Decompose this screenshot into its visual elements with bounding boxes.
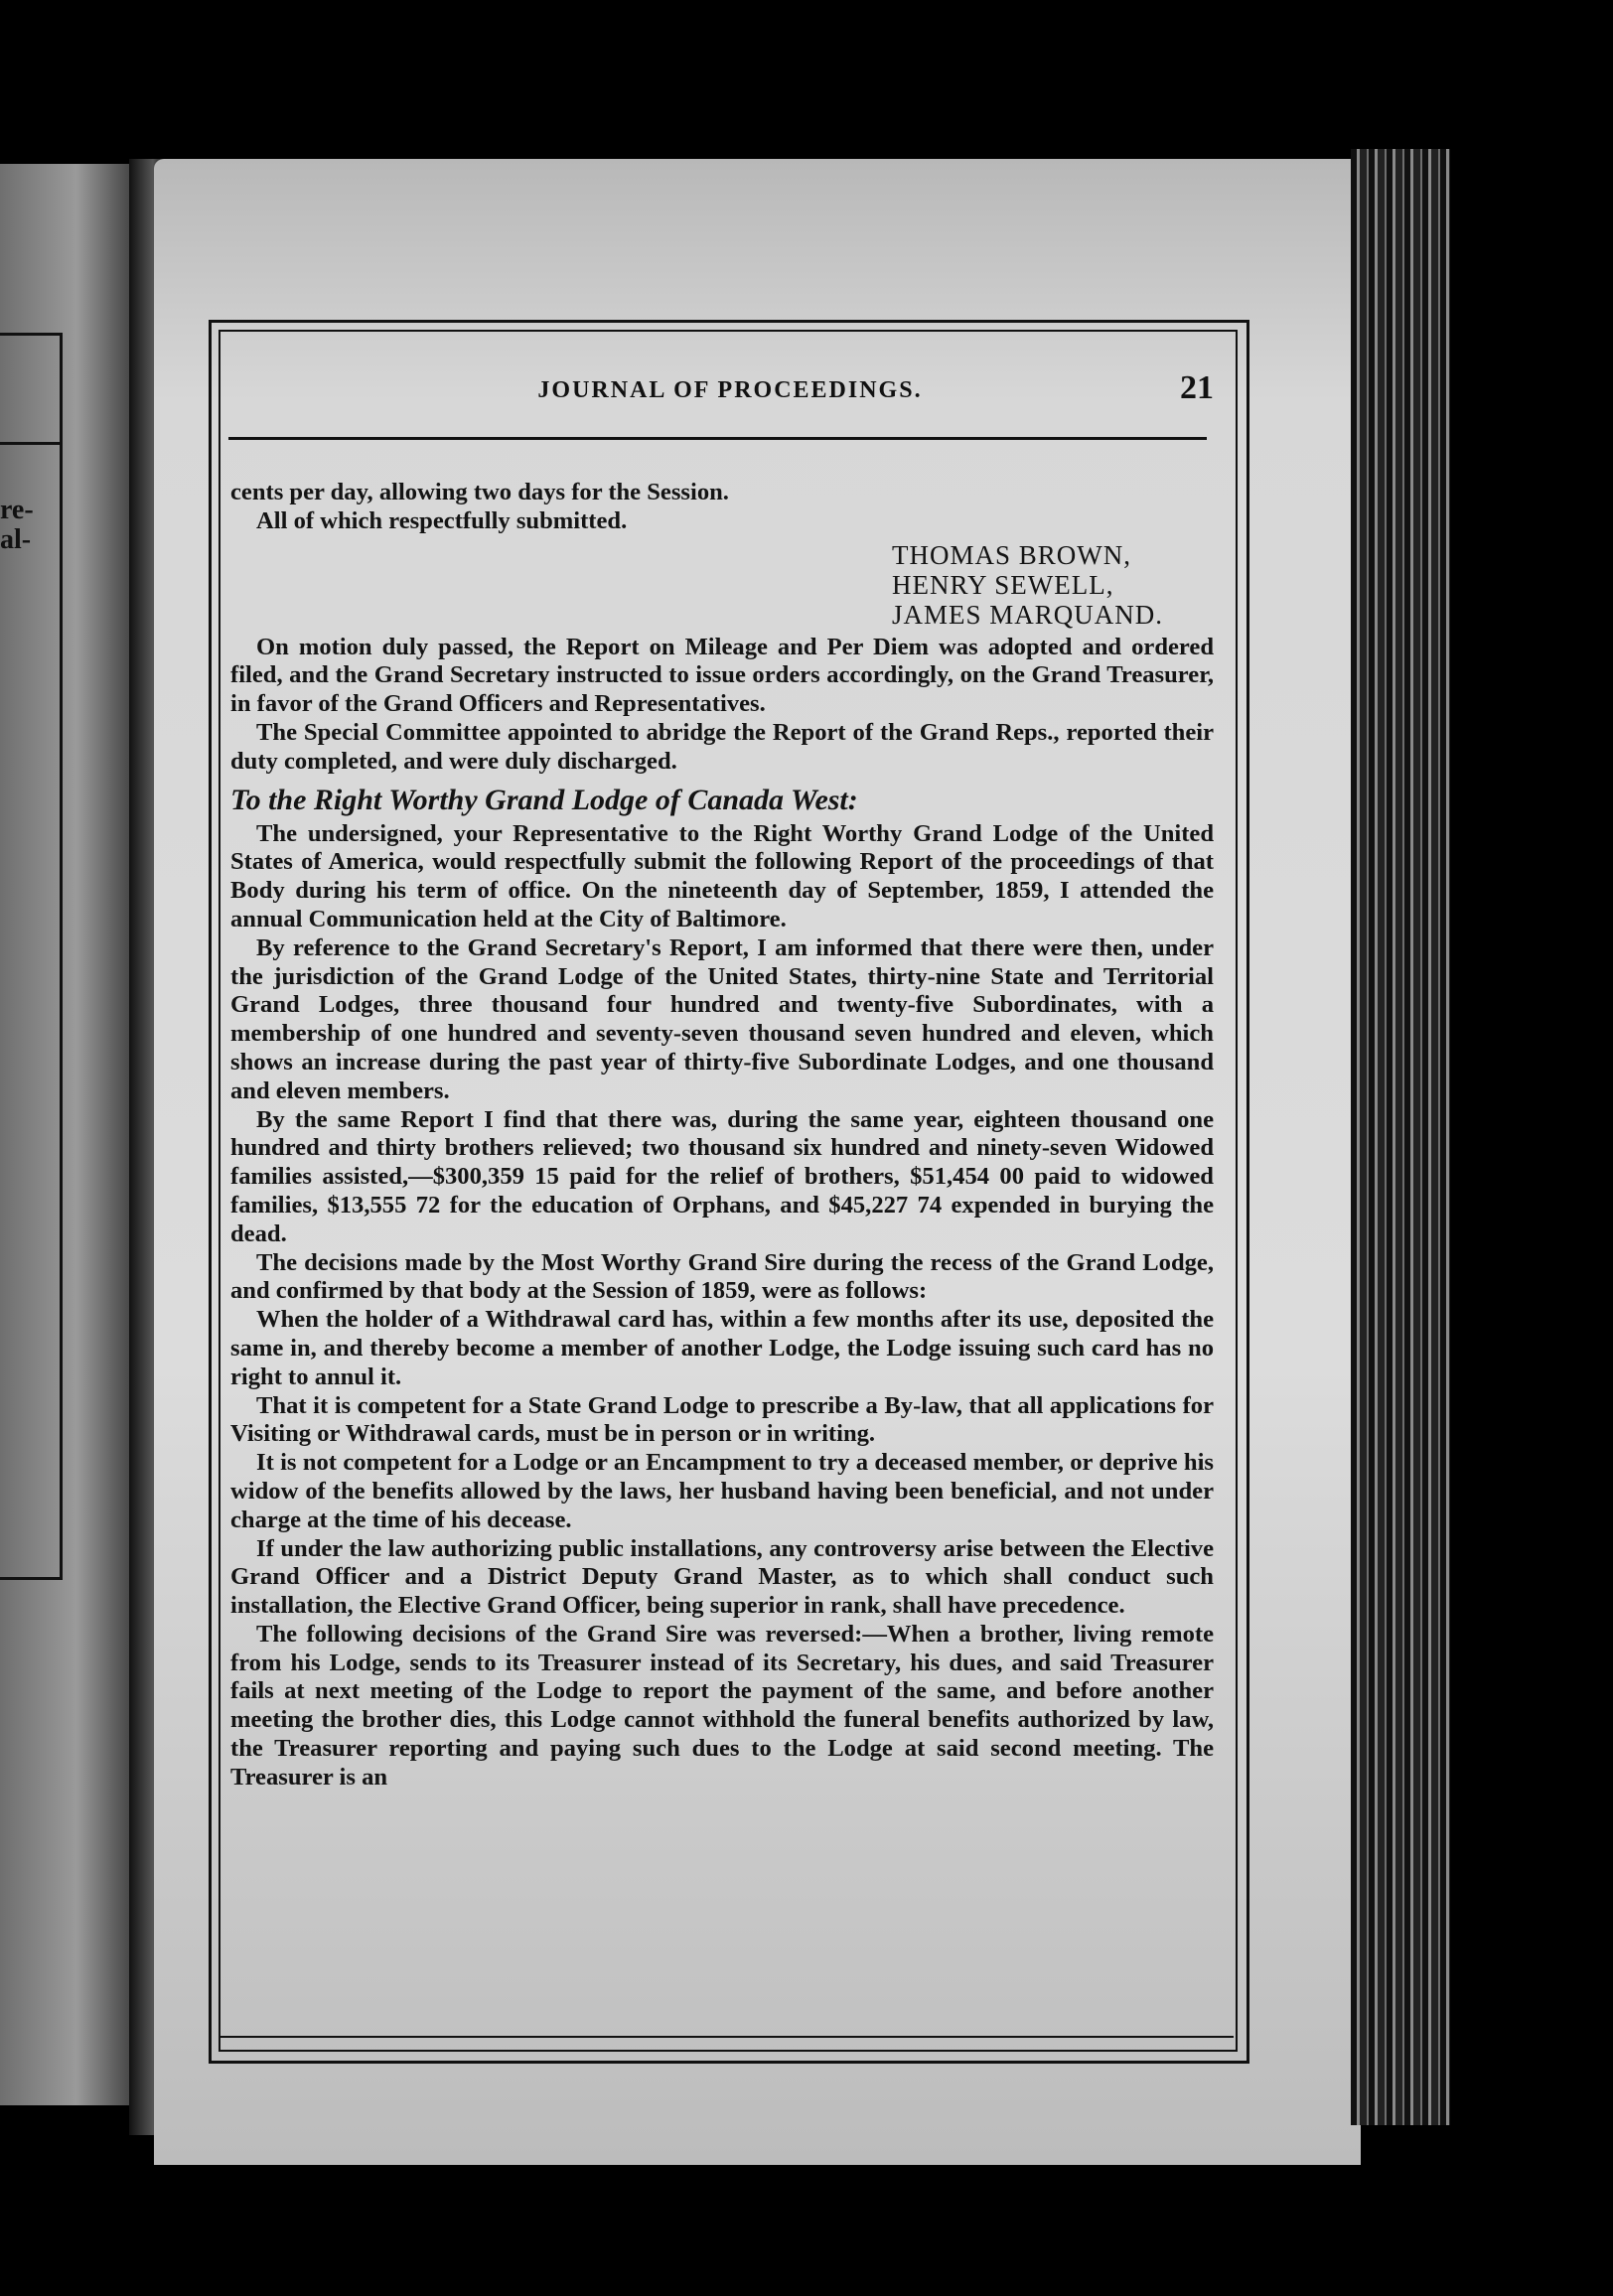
paragraph: If under the law authorizing public installations, any controversy arise between the Elective Grand Officer and a District Deputy Grand Master, as to which shall conduct such installation, the Elective Grand Officer, being superior in rank, shall have precedence. [230, 1534, 1214, 1620]
paragraph: The following decisions of the Grand Sire was reversed:—When a brother, living remote from his Lodge, sends to its Treasurer instead of its Secretary, his dues, and said Treasurer fails at next meeting of the Lodge to report the payment of the same, and before another meeting the brother dies, this Lodge cannot withhold the funeral benefits authorized by law, the Treasurer reporting and paying such dues to the Lodge at said second meeting. The Treasurer is an [230, 1620, 1214, 1791]
paragraph: The Special Committee appointed to abridge the Report of the Grand Reps., reported their duty completed, and were duly discharged. [230, 718, 1214, 775]
facing-page-rule [0, 442, 60, 445]
paragraph: On motion duly passed, the Report on Mileage and Per Diem was adopted and ordered filed, and the Grand Secretary instructed to issue orders accordingly, on the Grand Treasurer, in favor of the Grand Officers and Representatives. [230, 633, 1214, 718]
page-header [228, 369, 1232, 419]
paragraph: That it is competent for a State Grand Lodge to prescribe a By-law, that all applications for Visiting or Withdrawal cards, must be in person or in writing. [230, 1391, 1214, 1448]
paragraph: It is not competent for a Lodge or an Encampment to try a deceased member, or deprive his widow of the benefits allowed by the laws, her husband having been beneficial, and not under charge at the time of his decease. [230, 1449, 1214, 1533]
header-rule [228, 437, 1207, 440]
facing-page-fragment: al- [0, 524, 32, 555]
running-head: JOURNAL OF PROCEEDINGS. [537, 377, 923, 403]
signatories [892, 540, 1214, 630]
paragraph: By reference to the Grand Secretary's Report, I am informed that there were then, under the jurisdiction of the Grand Lodge of the United States, thirty-nine State and Territorial Grand Lodges, three thousand four hundred and twenty-five Subordinates, with a membership of one hundred and seventy-seven thousand seven hundred and eleven, which shows an increase during the past year of thirty-five Subordinate Lodges, and one thousand and eleven members. [230, 933, 1214, 1104]
paragraph: cents per day, allowing two days for the Session. [230, 479, 729, 505]
paragraph: When the holder of a Withdrawal card has, within a few months after its use, deposited the same in, and thereby become a member of another Lodge, the Lodge issuing such card has no right to annul it. [230, 1306, 1214, 1390]
page-number: 21 [1180, 369, 1214, 406]
facing-page-fragment: re- [0, 495, 34, 525]
paragraph: By the same Report I find that there was, during the same year, eighteen thousand one hundred and thirty brothers relieved; two thousand six hundred and ninety-seven Widowed families assisted,—$300,359 15 paid for the relief of brothers, $51,454 00 paid to widowed families, $13,555 72 for the education of Orphans, and $45,227 74 expended in burying the dead. [230, 1105, 1214, 1247]
page-border-bottom-rule [219, 2036, 1234, 2038]
signatory-name: JAMES MARQUAND. [892, 599, 1164, 630]
signatory-name: THOMAS BROWN, [892, 539, 1132, 570]
page-body [230, 479, 1214, 1793]
report-address-heading: To the Right Worthy Grand Lodge of Canada West: [230, 783, 858, 816]
signatory-name: HENRY SEWELL, [892, 569, 1114, 600]
paragraph: All of which respectfully submitted. [256, 506, 628, 534]
paragraph: The decisions made by the Most Worthy Grand Sire during the recess of the Grand Lodge, and confirmed by that body at the Session of 1859, were as follows: [230, 1248, 1214, 1305]
paragraph: The undersigned, your Representative to the Right Worthy Grand Lodge of the United States of America, would respectfully submit the following Report of the proceedings of that Body during his term of office. On the nineteenth day of September, 1859, I attended the annual Communication held at the City of Baltimore. [230, 819, 1214, 933]
page-edges [1351, 149, 1450, 2125]
